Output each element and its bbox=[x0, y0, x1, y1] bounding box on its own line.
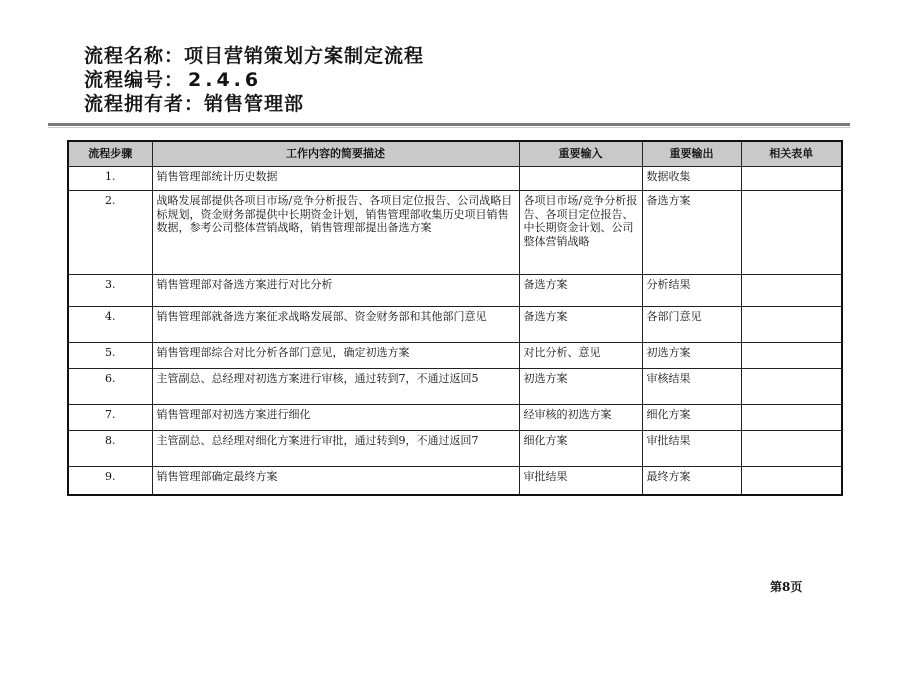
description-cell: 销售管理部就备选方案征求战略发展部、资金财务部和其他部门意见 bbox=[152, 307, 519, 343]
input-cell: 备选方案 bbox=[519, 307, 642, 343]
description-cell: 销售管理部确定最终方案 bbox=[152, 467, 519, 495]
column-header-input: 重要输入 bbox=[519, 141, 642, 167]
description-cell: 销售管理部对初选方案进行细化 bbox=[152, 405, 519, 431]
step-cell: 9. bbox=[68, 467, 152, 495]
output-cell: 初选方案 bbox=[642, 343, 741, 369]
input-cell: 审批结果 bbox=[519, 467, 642, 495]
input-cell: 备选方案 bbox=[519, 275, 642, 307]
input-cell: 各项目市场/竞争分析报告、各项目定位报告、中长期资金计划、公司整体营销战略 bbox=[519, 191, 642, 275]
input-cell: 经审核的初选方案 bbox=[519, 405, 642, 431]
table-row bbox=[68, 431, 842, 467]
table-row bbox=[68, 405, 842, 431]
output-cell: 各部门意见 bbox=[642, 307, 741, 343]
form-cell bbox=[741, 405, 842, 431]
output-cell: 审核结果 bbox=[642, 369, 741, 405]
process-code-line bbox=[84, 68, 424, 92]
header-divider bbox=[48, 123, 850, 126]
step-cell: 7. bbox=[68, 405, 152, 431]
description-cell: 主管副总、总经理对细化方案进行审批，通过转到9，不通过返回7 bbox=[152, 431, 519, 467]
output-cell: 细化方案 bbox=[642, 405, 741, 431]
description-cell: 销售管理部综合对比分析各部门意见，确定初选方案 bbox=[152, 343, 519, 369]
table-row bbox=[68, 343, 842, 369]
document-header bbox=[84, 44, 424, 116]
step-cell: 5. bbox=[68, 343, 152, 369]
process-owner-label: 流程拥有者： bbox=[84, 93, 205, 115]
step-cell: 1. bbox=[68, 167, 152, 191]
process-name-value: 项目营销策划方案制定流程 bbox=[184, 45, 425, 67]
table-row bbox=[68, 275, 842, 307]
form-cell bbox=[741, 467, 842, 495]
step-cell: 6. bbox=[68, 369, 152, 405]
process-table bbox=[67, 140, 843, 496]
process-owner-line bbox=[84, 92, 424, 116]
table-row bbox=[68, 467, 842, 495]
column-header-forms: 相关表单 bbox=[741, 141, 842, 167]
table-row bbox=[68, 307, 842, 343]
form-cell bbox=[741, 307, 842, 343]
table-row bbox=[68, 167, 842, 191]
input-cell: 对比分析、意见 bbox=[519, 343, 642, 369]
description-cell: 销售管理部对备选方案进行对比分析 bbox=[152, 275, 519, 307]
step-cell: 2. bbox=[68, 191, 152, 275]
description-cell: 主管副总、总经理对初选方案进行审核，通过转到7，不通过返回5 bbox=[152, 369, 519, 405]
table-row bbox=[68, 191, 842, 275]
process-code-label: 流程编号： bbox=[84, 69, 185, 91]
form-cell bbox=[741, 343, 842, 369]
page-number: 第8页 bbox=[770, 580, 803, 594]
process-code-value: 2.4.6 bbox=[188, 69, 263, 91]
step-cell: 8. bbox=[68, 431, 152, 467]
input-cell bbox=[519, 167, 642, 191]
table-row bbox=[68, 369, 842, 405]
form-cell bbox=[741, 431, 842, 467]
output-cell: 分析结果 bbox=[642, 275, 741, 307]
output-cell: 备选方案 bbox=[642, 191, 741, 275]
header-divider-shadow bbox=[48, 127, 850, 128]
description-cell: 战略发展部提供各项目市场/竞争分析报告、各项目定位报告、公司战略目标规划，资金财务部提供中长期资金计划，销售管理部收集历史项目销售数据，参考公司整体营销战略，销售管理部提出备选方案 bbox=[152, 191, 519, 275]
table-header-row bbox=[68, 141, 842, 167]
column-header-description: 工作内容的简要描述 bbox=[152, 141, 519, 167]
form-cell bbox=[741, 369, 842, 405]
column-header-step: 流程步骤 bbox=[68, 141, 152, 167]
form-cell bbox=[741, 275, 842, 307]
process-name-line bbox=[84, 44, 424, 68]
form-cell bbox=[741, 167, 842, 191]
process-owner-value: 销售管理部 bbox=[204, 93, 305, 115]
input-cell: 细化方案 bbox=[519, 431, 642, 467]
step-cell: 4. bbox=[68, 307, 152, 343]
step-cell: 3. bbox=[68, 275, 152, 307]
description-cell: 销售管理部统计历史数据 bbox=[152, 167, 519, 191]
input-cell: 初选方案 bbox=[519, 369, 642, 405]
form-cell bbox=[741, 191, 842, 275]
output-cell: 审批结果 bbox=[642, 431, 741, 467]
column-header-output: 重要输出 bbox=[642, 141, 741, 167]
output-cell: 数据收集 bbox=[642, 167, 741, 191]
output-cell: 最终方案 bbox=[642, 467, 741, 495]
process-name-label: 流程名称： bbox=[84, 45, 185, 67]
